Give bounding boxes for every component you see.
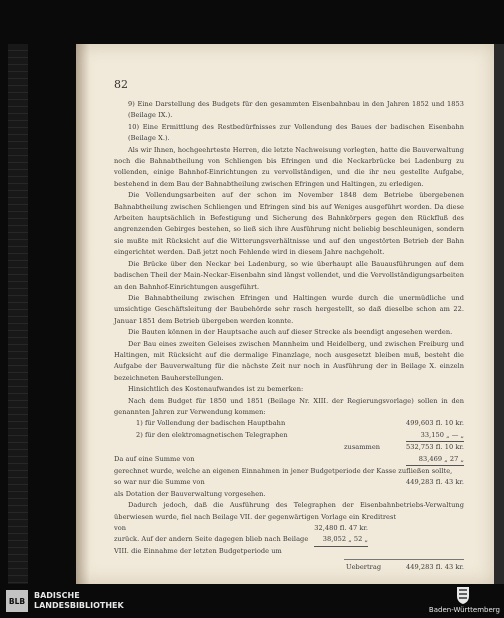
page-number: 82 <box>114 78 128 91</box>
remain-row <box>114 477 464 488</box>
ledger-row-1 <box>114 418 464 429</box>
remain-note: als Dotation der Bauverwaltung vorgesehen. <box>114 489 266 498</box>
item-10: 10) Eine Ermittlung des Restbedürfnisses zur Vollendung des Baues der badischen Eisenbahn (Beilage X.). <box>128 122 464 143</box>
blb-logo: BLB <box>6 590 28 612</box>
library-name <box>34 591 124 611</box>
telegraph-paragraph: Dadurch jedoch, daß die Ausführung des Telegraphen der Eisenbahnbetriebs-Verwaltung überwiesen wurde, fiel nach Beilage VII. der gegenwärtigen Vorlage ein Kreditrest <box>114 501 464 521</box>
sum-value: 532,753 fl. 10 kr. <box>406 443 465 452</box>
page-gutter <box>76 44 90 584</box>
back-label: zurück. Auf der andern Seite dagegen blieb nach Beilage VIII. die Einnahme der letzten Budgetperiode um <box>114 535 309 555</box>
library-name-line-1: BADISCHE <box>34 591 80 600</box>
ledger-row-2 <box>114 430 464 442</box>
state-label: Baden-Württemberg <box>428 606 500 614</box>
book-edge <box>494 44 504 584</box>
paragraph-2: Die Vollendungsarbeiten auf der schon im November 1848 dem Betriebe übergebenen Bahnabtheilung zwischen Schliengen und Efringen sind bis auf Weniges ausgeführt worden. Da diese Arbeiten hauptsächlich in Befestigung und Sicherung des Bahnkörpers gegen den Rückfluß des angrenzenden Gebirges bestehen, so ließ sich ihre Ausführung nicht beliebig beschleunigen, sondern sie mußte mit Rücksicht auf die Witterungsverhältnisse und auf den ungestörten Betrieb der Bahn eingerichtet werden. Daß jetzt noch Fehlende wird in diesem Jahre nachgeholt. <box>114 191 464 257</box>
paragraph-4: Die Bahnabtheilung zwischen Efringen und Haltingen wurde durch die unermüdliche und umsichtige Geschäftsleitung der Baubehörde sehr rasch hergestellt, so daß dieselbe schon am 22. Januar 1851 dem Betrieb übergeben werden konnte. <box>114 293 464 325</box>
paragraph-3: Die Brücke über den Neckar bei Ladenburg, so wie überhaupt alle Bauausführungen auf dem badischen Theil der Main-Neckar-Eisenbahn sind längst vollendet, und die Vervollständigungsarbeiten an den Bahnhof-Einrichtungen ausgeführt. <box>114 259 464 291</box>
coat-of-arms-icon <box>452 585 474 605</box>
sum-row <box>114 442 464 453</box>
paragraph-7: Hinsichtlich des Kostenaufwandes ist zu bemerken: <box>128 385 304 394</box>
deduct-label: Da auf eine Summe von <box>114 454 195 463</box>
transfer-row <box>114 562 464 573</box>
separator <box>344 559 464 560</box>
ledger-value: 499,603 fl. 10 kr. <box>406 419 465 428</box>
ledger-label: 1) für Vollendung der badischen Hauptbahn <box>136 419 286 428</box>
scanned-page <box>76 44 494 584</box>
sum-label: zusammen <box>344 443 381 452</box>
remain-value: 449,283 fl. 43 kr. <box>406 478 465 487</box>
transfer-label: Uebertrag <box>346 563 382 572</box>
paragraph-5: Die Bauten können in der Hauptsache auch auf dieser Strecke als beendigt angesehen werden. <box>128 328 453 337</box>
ledger-value: 33,150 „ — „ <box>406 430 464 442</box>
ledger-label: 2) für den elektromagnetischen Telegraphen <box>136 430 288 439</box>
deduct-row <box>114 454 464 466</box>
paragraph-8: Nach dem Budget für 1850 und 1851 (Beilage Nr. XIII. der Regierungsvorlage) sollen in den genannten Jahren zur Verwendung kommen: <box>114 396 464 416</box>
credit-row <box>114 523 464 534</box>
back-row <box>114 534 464 557</box>
paragraph-6: Der Bau eines zweiten Geleises zwischen Mannheim und Heidelberg, und zwischen Freiburg und Haltingen, mit Rücksicht auf die dermalige Finanzlage, noch ausgesetzt bleiben muß, besteht die Aufgabe der Bauverwaltung für die nächste Zeit nur noch in Ausführung der in Beilage X. einzeln bezeichneten Bauherstellungen. <box>114 339 464 382</box>
paragraph-1: Als wir Ihnen, hochgeehrteste Herren, die letzte Nachweisung vorlegten, hatte die Bauverwaltung noch die Bahnabtheilung von Schliengen bis Efringen und die Neckarbrücke bei Ladenburg zu vollenden, einige Bahnhof-Einrichtungen zu vervollständigen, und die ihr neu gestellte Aufgabe, bestehend in dem Bau der Bahnabtheilung zwischen Efringen und Haltingen, zu erledigen. <box>114 145 464 188</box>
library-name-line-2: LANDESBIBLIOTHEK <box>34 601 124 610</box>
remain-label: so war nur die Summe von <box>114 478 205 487</box>
item-9: 9) Eine Darstellung des Budgets für den gesammten Eisenbahnbau in den Jahren 1852 und 1853 (Beilage IX.). <box>128 100 464 120</box>
deduct-value: 83,469 „ 27 „ <box>406 454 464 466</box>
credit-label: von <box>114 524 127 533</box>
transfer-value: 449,283 fl. 43 kr. <box>406 563 465 572</box>
page-text <box>114 99 464 574</box>
deduct-note: gerechnet wurde, welche an eigenen Einnahmen in jener Budgetperiode der Kasse zufließen sollte, <box>114 467 453 475</box>
credit-value: 32,480 fl. 47 kr. <box>314 524 368 533</box>
back-value: 38,052 „ 52 „ <box>314 534 368 546</box>
ruler-strip <box>8 44 28 584</box>
